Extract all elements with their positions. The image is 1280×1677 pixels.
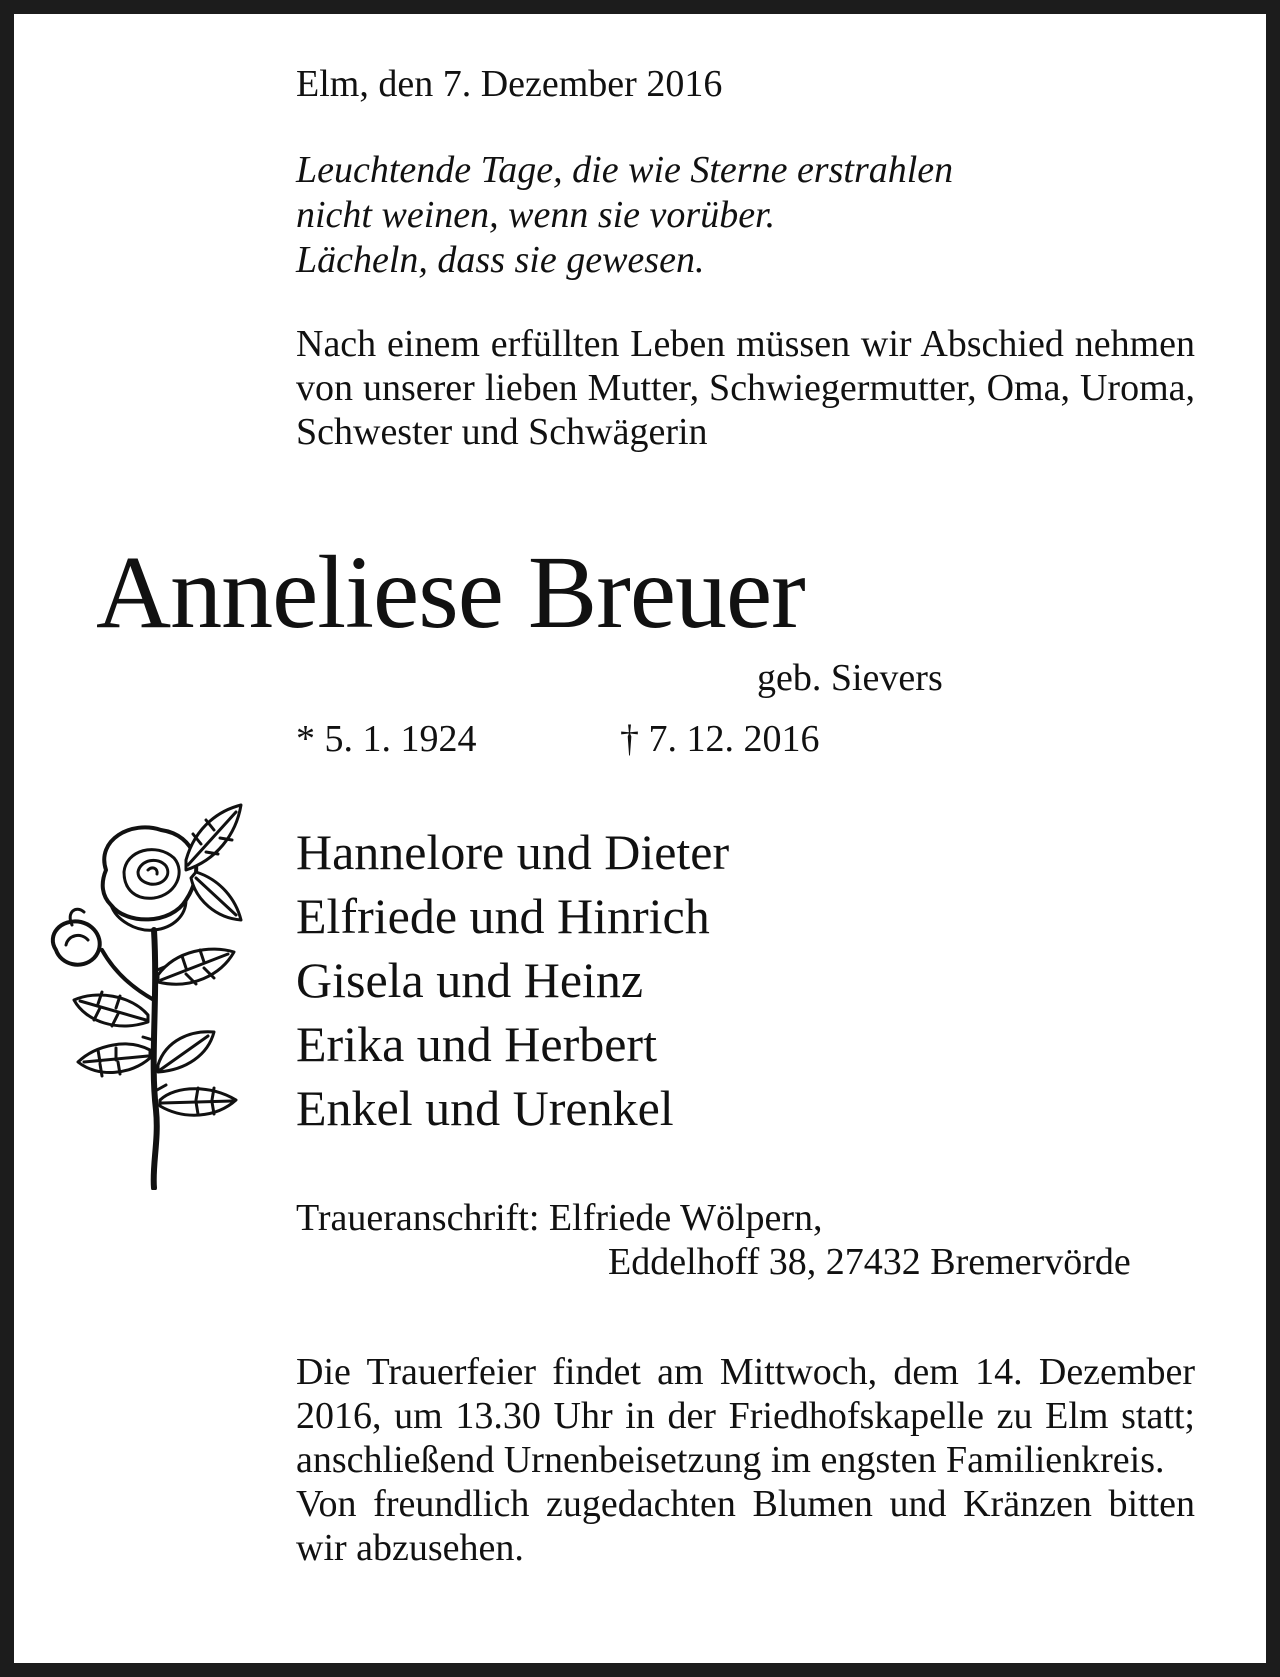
poem xyxy=(296,148,1195,283)
life-dates xyxy=(296,717,1195,761)
rose-icon xyxy=(36,800,256,1190)
maiden-name: geb. Sievers xyxy=(757,657,943,699)
funeral-closing: Von freundlich zugedachten Blumen und Kränzen bitten wir abzusehen. xyxy=(296,1483,1195,1569)
death-date: † 7. 12. 2016 xyxy=(620,718,820,760)
deceased-name: Anneliese Breuer xyxy=(96,535,805,650)
date-line: Elm, den 7. Dezember 2016 xyxy=(296,63,723,105)
birth-date: * 5. 1. 1924 xyxy=(296,718,477,760)
mourning-address xyxy=(296,1196,1195,1284)
list-item: Gisela und Heinz xyxy=(296,952,644,1008)
mourners-list xyxy=(296,820,1195,1140)
address-line-1: Traueranschrift: Elfriede Wölpern, xyxy=(296,1197,823,1239)
poem-line: nicht weinen, wenn sie vorüber. xyxy=(296,194,776,236)
list-item: Enkel und Urenkel xyxy=(296,1080,674,1136)
list-item: Hannelore und Dieter xyxy=(296,824,730,880)
poem-line: Leuchtende Tage, die wie Sterne erstrahlen xyxy=(296,149,954,191)
list-item: Erika und Herbert xyxy=(296,1016,657,1072)
funeral-text: Die Trauerfeier findet am Mittwoch, dem 14. Dezember 2016, um 13.30 Uhr in der Friedhofskapelle zu Elm statt; anschließend Urnenbeisetzung im engsten Familienkreis. xyxy=(296,1351,1195,1481)
address-line-2: Eddelhoff 38, 27432 Bremervörde xyxy=(608,1241,1131,1283)
intro-text: Nach einem erfüllten Leben müssen wir Abschied nehmen von unserer lieben Mutter, Schwiegermutter, Oma, Uroma, Schwester und Schwägerin xyxy=(296,323,1195,453)
list-item: Elfriede und Hinrich xyxy=(296,888,710,944)
poem-line: Lächeln, dass sie gewesen. xyxy=(296,239,705,281)
funeral-info xyxy=(296,1350,1195,1570)
